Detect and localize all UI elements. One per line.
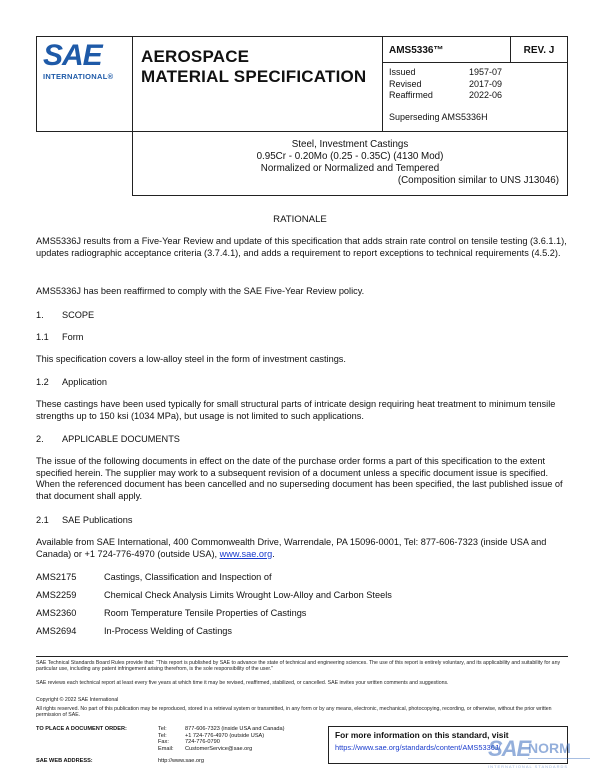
date-value: 1957-07 [469,67,503,77]
date-value: 2017-09 [469,78,503,89]
material-title [132,132,568,196]
watermark-rule [528,758,590,759]
footer-rules-note: SAE Technical Standards Board Rules provide that: "This report is published by SAE to advance the state of technical and engineering sciences. The use of this report is entirely voluntary, and its applicability and suitability for any particular use, including any patent infringement arising therefrom, is the sole responsibility of the user." [36,660,561,673]
watermark-norm: NORM [528,740,571,756]
watermark-sae: SAE [488,736,531,761]
document-title: In-Process Welding of Castings [104,626,233,636]
section-number: 1.1 [36,332,49,342]
date-label: Revised [389,78,422,89]
watermark-subtext: INTERNATIONAL STANDARDS [488,764,569,769]
reference-document [36,590,568,608]
footer-divider [36,656,568,657]
material-title-line: Normalized or Normalized and Tempered [260,163,440,174]
section-number: 2. [36,434,44,444]
rationale-paragraph: AMS5336J has been reaffirmed to comply with the SAE Five-Year Review policy. [36,286,365,296]
section-title: APPLICABLE DOCUMENTS [62,434,180,444]
section-heading [36,377,107,387]
section-title: Application [62,377,107,387]
section-number: 2.1 [36,515,49,525]
material-title-line: Steel, Investment Castings [291,139,409,150]
material-title-line: (Composition similar to UNS J13046) [397,175,559,186]
date-row [389,67,561,79]
publications-text-end: . [272,548,275,559]
title-line-1: AEROSPACE [141,47,250,66]
order-contact-block [36,726,285,752]
section-heading [36,434,180,444]
contact-key: Email: [158,745,174,752]
superseding-note: Superseding AMS5336H [389,111,488,122]
reference-document [36,572,568,590]
date-value: 2022-06 [469,90,503,100]
date-label: Issued [389,67,416,77]
document-number: AMS5336™ [383,37,511,62]
date-list [383,63,567,106]
date-row [389,90,561,102]
rationale-heading: RATIONALE [273,214,327,225]
contact-key: Fax: [158,739,169,746]
document-code: AMS2694 [36,626,77,636]
spec-info-panel [383,37,567,131]
spec-header [36,36,568,132]
contact-row [36,739,285,746]
reference-document-list [36,572,568,644]
document-title: Castings, Classification and Inspection of [104,572,272,582]
contact-row [36,746,285,753]
section-heading [36,332,83,342]
section-number: 1. [36,310,44,320]
section-paragraph: The issue of the following documents in effect on the date of the purchase order forms a part of this specification to the extent specified herein. The supplier may work to a subsequent revision of a document unless a specific document issue is specified. When the referenced document has been cancelled and no superseding document has been specified, the last published issue of that document shall apply. [36,456,563,501]
footer-copyright: Copyright © 2022 SAE International [36,697,119,703]
web-address-row [36,758,204,764]
date-label: Reaffirmed [389,90,433,100]
footer-rights-note: All rights reserved. No part of this publication may be reproduced, stored in a retrieval system or transmitted, in any form or by any means, electronic, mechanical, photocopying, recording, or otherwise, without the prior written permission of SAE. [36,706,552,719]
date-row [389,79,561,91]
section-paragraph: These castings have been used typically for small structural parts of intricate design requiring heat treatment to minimum tensile strengths up to 150 ksi (1034 MPa), but usage is not limited to such applications. [36,399,556,421]
section-heading [36,310,94,320]
section-heading [36,515,132,525]
document-code: AMS2175 [36,572,77,582]
publications-text: Available from SAE International, 400 Commonwealth Drive, Warrendale, PA 15096-0001, Tel: 877-606-7323 (inside USA and Canada) or +1 724-776-4970 (outside USA), [36,537,547,559]
rationale-paragraph: AMS5336J results from a Five-Year Review and update of this specification that adds strain rate control on tensile testing (3.6.1.1), updates radiographic acceptance criteria (3.7.4.1), and adds a requirement to report exceptions to technical requirements (4.5.2). [36,236,567,258]
sae-norm-watermark [488,736,594,770]
contact-row [36,726,285,733]
title-line-2: MATERIAL SPECIFICATION [141,67,367,86]
spec-type-title [133,37,383,131]
contact-email[interactable]: CustomerService@sae.org [185,745,253,752]
document-title: Chemical Check Analysis Limits Wrought Low-Alloy and Carbon Steels [104,590,392,600]
contact-value: 724-776-0790 [185,739,220,746]
contact-value: 877-606-7323 (inside USA and Canada) [185,726,285,732]
web-address-label: SAE WEB ADDRESS: [36,758,93,764]
sae-website-link[interactable]: www.sae.org [219,548,273,559]
standard-url-link[interactable]: https://www.sae.org/standards/content/AMS5336J/ [335,743,501,752]
sae-logo-mark: SAE [43,39,102,72]
section-paragraph: This specification covers a low-alloy steel in the form of investment castings. [36,354,346,364]
section-title: SAE Publications [62,515,133,525]
material-title-line: 0.95Cr - 0.20Mo (0.25 - 0.35C) (4130 Mod) [256,151,444,162]
revision-label: REV. J [523,45,555,56]
web-address-link[interactable]: http://www.sae.org [158,758,205,764]
section-number: 1.2 [36,377,49,387]
contact-value: +1 724-776-4970 (outside USA) [185,732,265,739]
footer-review-note: SAE reviews each technical report at least every five years at which time it may be revised, reaffirmed, stabilized, or cancelled. SAE invites your written comments and suggestions. [36,680,449,686]
contact-key: Tel: [158,726,167,732]
section-paragraph [36,537,568,560]
sae-logo [37,37,133,131]
section-title: Form [62,332,84,342]
reference-document [36,608,568,626]
more-info-title: For more information on this standard, visit [335,730,509,740]
section-title: SCOPE [62,310,95,320]
sae-logo-subtitle: INTERNATIONAL® [43,72,114,81]
reference-document [36,626,568,644]
contact-key: Tel: [158,732,167,739]
order-label: TO PLACE A DOCUMENT ORDER: [36,726,127,732]
document-title: Room Temperature Tensile Properties of Castings [104,608,307,618]
contact-row [36,733,285,740]
document-code: AMS2259 [36,590,77,600]
document-code: AMS2360 [36,608,77,618]
